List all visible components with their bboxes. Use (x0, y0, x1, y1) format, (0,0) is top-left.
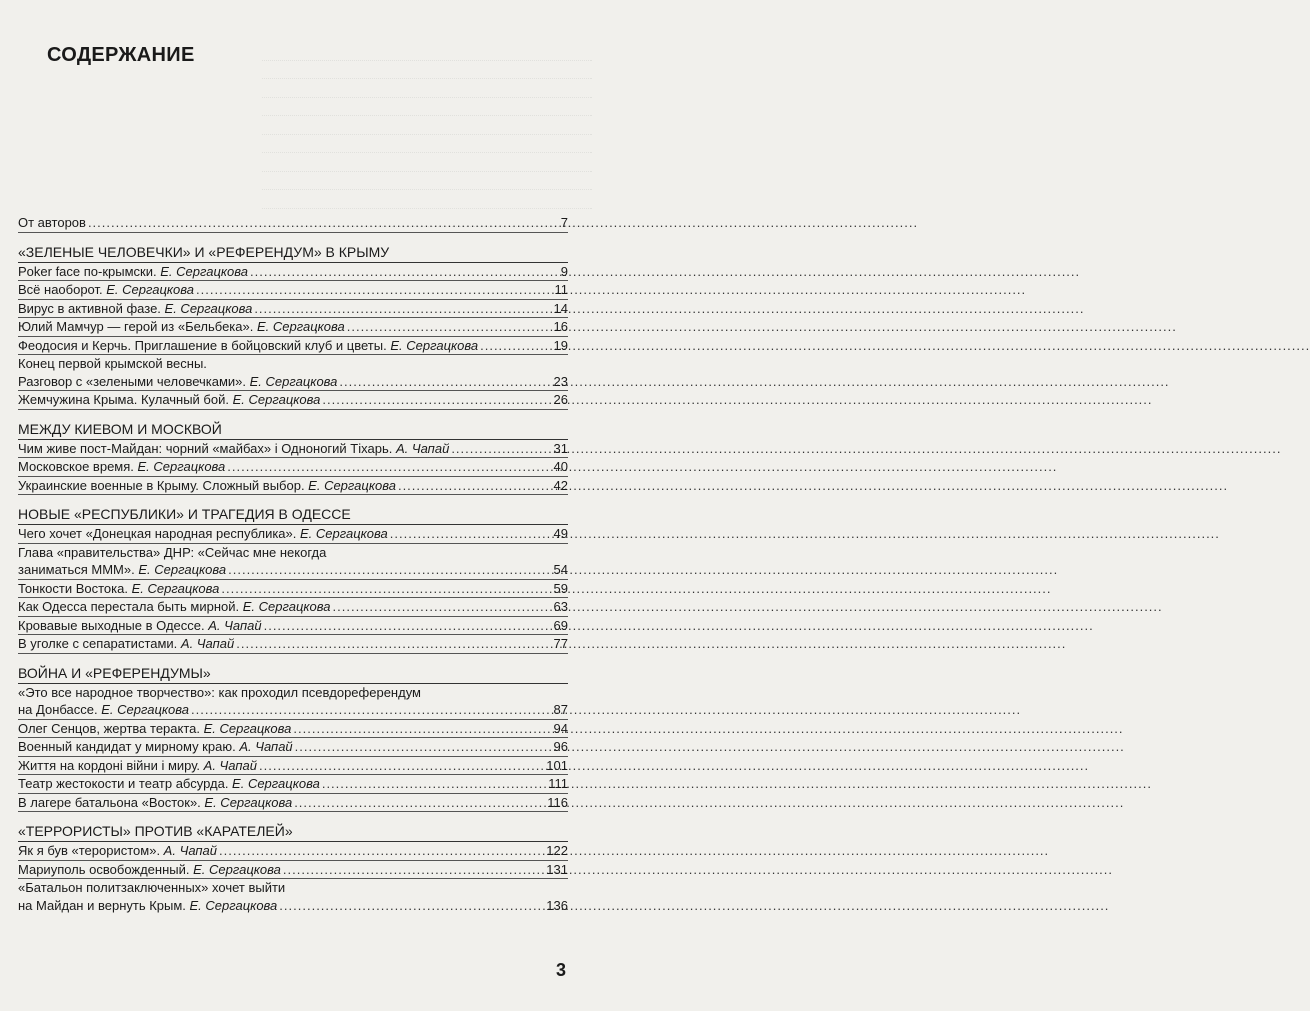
entry-page: 31 (553, 440, 568, 456)
dot-leader (221, 580, 551, 598)
entry-page: 9 (560, 263, 568, 279)
entry-title: Чим живе пост-Майдан: чорний «майбах» і Одноногий Тіхарь. (18, 440, 396, 456)
entry-page: 94 (553, 720, 568, 736)
entry-title: Военный кандидат у мирному краю. (18, 739, 240, 754)
dot-leader (347, 318, 552, 336)
toc-entry[interactable] (18, 300, 568, 319)
entry-author: Е. Сергацкова (204, 794, 293, 810)
dot-leader (196, 281, 552, 299)
entry-page: 116 (547, 794, 568, 810)
entry-author: Е. Сергацкова (256, 319, 345, 334)
entry-page: 122 (546, 843, 568, 858)
entry-author: Е. Сергацкова (164, 300, 253, 316)
entry-title: заниматься МММ». (18, 562, 139, 577)
dot-leader (228, 561, 551, 579)
entry-title: В лагере батальона «Восток». (18, 794, 205, 810)
dot-leader (480, 337, 551, 355)
entry-page: 87 (553, 702, 568, 717)
entry-page: 23 (553, 373, 568, 389)
toc-entry[interactable] (18, 391, 568, 410)
toc-entry-preface[interactable] (18, 214, 568, 233)
entry-page: 77 (553, 636, 568, 651)
toc-entry[interactable] (18, 477, 568, 496)
dot-leader (294, 794, 545, 812)
entry-author: Е. Сергацкова (308, 477, 396, 493)
entry-author: Е. Сергацкова (232, 776, 320, 791)
toc-entry[interactable] (18, 794, 568, 813)
entry-title: Poker face по-крымски. (18, 263, 161, 279)
toc-entry[interactable] (18, 281, 568, 300)
entry-title: Чего хочет «Донецкая народная республика». (18, 526, 300, 541)
entry-title-first-line: «Батальон политзаключенных» хочет выйти (18, 880, 286, 895)
dot-leader (219, 842, 544, 860)
page-number: 3 (556, 960, 567, 980)
entry-author: Е. Сергацкова (232, 392, 321, 407)
dot-leader (390, 525, 552, 543)
dot-leader (227, 458, 551, 476)
dot-leader (333, 598, 552, 616)
entry-author: Е. Сергацкова (193, 861, 281, 877)
toc-entry[interactable] (18, 598, 568, 617)
entry-page: 131 (546, 861, 568, 877)
toc-entry[interactable] (18, 525, 568, 544)
section-heading: ВОЙНА И «РЕФЕРЕНДУМЫ» (18, 664, 568, 684)
entry-title: Кровавые выходные в Одессе. (18, 617, 209, 633)
dot-leader (88, 214, 559, 232)
dot-leader (259, 757, 544, 775)
section-heading: МЕЖДУ КИЕВОМ И МОСКВОЙ (18, 420, 568, 440)
dot-leader (322, 391, 551, 409)
dot-leader (254, 300, 551, 318)
entry-page: 11 (554, 282, 568, 297)
entry-page: 16 (553, 319, 568, 334)
toc-entry[interactable] (18, 617, 568, 636)
entry-page: 136 (546, 897, 568, 913)
entry-title: Юлий Мамчур — герой из «Бельбека». (18, 319, 257, 334)
entry-author: А. Чапай (239, 739, 293, 754)
entry-title: Олег Сенцов, жертва теракта. (18, 720, 204, 736)
entry-page: 96 (553, 739, 568, 754)
toc-entry[interactable] (18, 355, 568, 391)
entry-title: Украинские военные в Крыму. Сложный выбор. (18, 477, 309, 493)
entry-title: Життя на кордоні війни і миру. (18, 757, 204, 773)
entry-title: Разговор с «зелеными человечками». (18, 373, 250, 389)
dot-leader (191, 701, 552, 719)
toc-entry[interactable] (18, 842, 568, 861)
toc-entry[interactable] (18, 738, 568, 757)
dot-leader (451, 440, 551, 458)
entry-page: 63 (553, 599, 568, 614)
entry-title: Жемчужина Крыма. Кулачный бой. (18, 392, 233, 407)
toc-entry[interactable] (18, 263, 568, 282)
toc-entry[interactable] (18, 775, 568, 794)
entry-page: 7 (560, 215, 568, 230)
entry-author: Е. Сергацкова (137, 459, 226, 474)
entry-page: 19 (553, 337, 568, 353)
toc-entry[interactable] (18, 337, 568, 356)
entry-title: Мариуполь освобожденный. (18, 861, 194, 877)
entry-title: Всё наоборот. (18, 282, 107, 297)
entry-page: 59 (553, 580, 568, 596)
entry-page: 69 (553, 617, 568, 633)
toc-entry[interactable] (18, 879, 568, 914)
entry-title: Тонкости Востока. (18, 580, 132, 596)
entry-page: 40 (553, 459, 568, 474)
table-of-contents (18, 214, 568, 914)
entry-page: 49 (553, 526, 568, 541)
toc-entry[interactable] (18, 720, 568, 739)
dot-leader (322, 775, 546, 793)
entry-author: Е. Сергацкова (131, 580, 220, 596)
entry-author: Е. Сергацкова (203, 720, 292, 736)
dot-leader (293, 720, 551, 738)
entry-author: Е. Сергацкова (242, 599, 331, 614)
entry-title: Феодосия и Керчь. Приглашение в бойцовский клуб и цветы. (18, 337, 391, 353)
entry-author: Е. Сергацкова (249, 373, 338, 389)
entry-title: Як я був «терористом». (18, 843, 164, 858)
toc-entry[interactable] (18, 544, 568, 580)
entry-title: Как Одесса перестала быть мирной. (18, 599, 243, 614)
entry-title: Московское время. (18, 459, 138, 474)
entry-page: 26 (553, 392, 568, 407)
entry-page: 101 (546, 757, 568, 773)
dot-leader (236, 635, 551, 653)
entry-title: В уголке с сепаратистами. (18, 636, 181, 651)
entry-author: А. Чапай (163, 843, 218, 858)
dot-leader (398, 477, 552, 495)
dot-leader (295, 738, 552, 756)
dot-leader (339, 373, 551, 391)
entry-author: Е. Сергацкова (101, 702, 189, 717)
toc-entry[interactable] (18, 458, 568, 477)
bleed-through-text (262, 42, 592, 222)
entry-author: Е. Сергацкова (189, 897, 278, 913)
entry-author: А. Чапай (395, 440, 450, 456)
dot-leader (264, 617, 552, 635)
toc-entry[interactable] (18, 440, 568, 459)
entry-title-first-line: Глава «правительства» ДНР: «Сейчас мне некогда (18, 544, 327, 560)
entry-title: на Донбассе. (18, 702, 102, 717)
entry-author: А. Чапай (180, 636, 235, 651)
section-heading: «ТЕРРОРИСТЫ» ПРОТИВ «КАРАТЕЛЕЙ» (18, 822, 568, 842)
dot-leader (283, 861, 544, 879)
dot-leader (279, 897, 544, 915)
entry-page: 54 (553, 562, 568, 577)
entry-author: Е. Сергацкова (300, 526, 388, 541)
section-heading: «ЗЕЛЕНЫЕ ЧЕЛОВЕЧКИ» И «РЕФЕРЕНДУМ» В КРЫМУ (18, 243, 568, 263)
toc-entry[interactable] (18, 861, 568, 880)
entry-author: Е. Сергацкова (106, 282, 195, 297)
entry-title: Вирус в активной фазе. (18, 300, 165, 316)
entry-author: Е. Сергацкова (138, 562, 227, 577)
toc-entry[interactable] (18, 580, 568, 599)
entry-title-first-line: «Это все народное творчество»: как проходил псевдореферендум (18, 684, 421, 700)
section-heading: НОВЫЕ «РЕСПУБЛИКИ» И ТРАГЕДИЯ В ОДЕССЕ (18, 505, 568, 525)
toc-entry[interactable] (18, 635, 568, 654)
entry-author: Е. Сергацкова (390, 337, 479, 353)
entry-author: А. Чапай (208, 617, 262, 633)
entry-page: 111 (548, 776, 568, 791)
dot-leader (250, 263, 559, 281)
entry-title-first-line: Конец первой крымской весны. (18, 356, 207, 371)
toc-entry[interactable] (18, 684, 568, 720)
page-title: СОДЕРЖАНИЕ (47, 44, 195, 66)
entry-author: А. Чапай (203, 757, 258, 773)
entry-title: Театр жестокости и театр абсурда. (18, 776, 233, 791)
toc-entry[interactable] (18, 757, 568, 776)
entry-page: 14 (553, 300, 568, 316)
entry-title: От авторов (18, 215, 86, 230)
entry-page: 42 (553, 477, 568, 493)
entry-author: Е. Сергацкова (160, 263, 249, 279)
toc-entry[interactable] (18, 318, 568, 337)
entry-title: на Майдан и вернуть Крым. (18, 897, 190, 913)
